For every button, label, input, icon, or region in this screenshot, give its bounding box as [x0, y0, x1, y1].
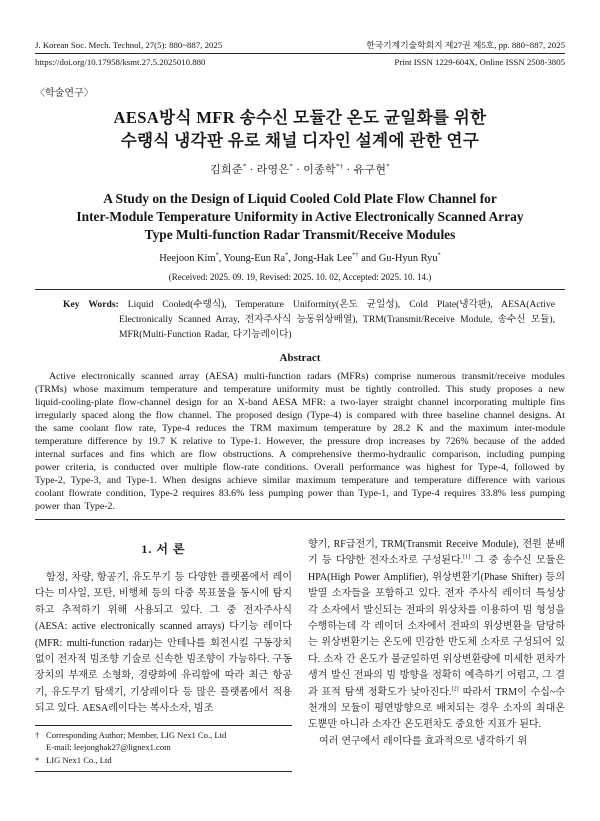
header-rule [35, 53, 565, 54]
title-english-line2: Inter-Module Temperature Uniformity in Active Electronically Scanned Array [76, 209, 524, 224]
keywords-text: Liquid Cooled(수랭식), Temperature Uniformity(온도 균일성), Cold Plate(냉각판), AESA(Active Electronically Scanned Array, 전자주사식 능동위상배열), TRM(Transmit/Receive Module, 송수신 모듈), MFR(Multi-Function Radar, 다기능레이다) [119, 299, 555, 340]
intro-paragraph-right-2: 여러 연구에서 레이다를 효과적으로 냉각하기 위 [319, 735, 528, 747]
authors-english: Heejoon Kim*, Young-Eun Ra*, Jong-Hak Lee*† and Gu-Hyun Ryu* [159, 251, 441, 264]
footnote-marker-asterisk: * [35, 755, 40, 766]
title-korean [35, 106, 565, 152]
doi-text: https://doi.org/10.17958/ksmt.27.5.2025010.880 [35, 57, 206, 67]
title-english-line3: Type Multi-function Radar Transmit/Receive Modules [144, 227, 456, 242]
keywords-block [63, 297, 555, 342]
journal-citation-en: J. Korean Soc. Mech. Technol, 27(5): 880~887, 2025 [35, 40, 223, 50]
title-english [35, 190, 565, 244]
body-columns [35, 537, 565, 772]
footnote-affiliation: LIG Nex1 Co., Ltd [46, 755, 112, 766]
intro-paragraph-right: 향기, RF급전기, TRM(Transmit Receive Module), 전원 분배기 등 다양한 전자소자로 구성된다.[1] 그 중 송수신 모듈은 HPA(High Power Amplifier), 위상변환기(Phase Shifter) 등의 발열 소자들을 포함하고 있다. 전자 주사식 레이더 특성상 각 소자에서 발신되는 전파의 위상차를 이용하여 빔 형성을 수행하는데 각 레이더 소자에서 전파의 위상변환을 담당하는 위상변환기는 온도에 민감한 반도체 소자로 구성되어 있다. 소자 간 온도가 불균일하면 위상변환량에 미세한 편차가 생겨 발신 전파의 빔 방향을 정확히 예측하기 어렵고, 그 결과 표적 탐색 정확도가 낮아진다.[2] 따라서 TRM이 수십~수천개의 모듈이 평면방향으로 배치되는 경우 소자의 최대온도뿐만 아니라 소자간 온도편차도 중요한 지표가 된다. [308, 539, 565, 731]
footnote-line [35, 741, 292, 754]
authors-korean: 김희준* · 라영은* · 이종학*† · 유구현* [210, 163, 390, 176]
footnote-corresponding-author: Corresponding Author; Member, LIG Nex1 Co., Ltd [46, 729, 227, 740]
keywords-top-rule [35, 289, 565, 290]
intro-paragraph-left: 함정, 차량, 항공기, 유도무기 등 다양한 플랫폼에서 레이다는 미사일, 포탄, 비행체 등의 다중 목표물을 동시에 탐지하고 추적하기 위해 사용되고 있다. 그 중 전자주사식(AESA: active electronically scanned arrays) 다기능 레이다(MFR: multi-function radar)는 안테나를 회전시킬 구동장치 없이 전자적 빔조향 기술로 신속한 빔조향이 가능하다. 구동장치의 부재로 소형화, 경량화에 유리함에 따라 최근 항공기, 유도무기 탐색기, 기상레이다 등 많은 플랫폼에서 적용되고 있다. AESA레이다는 복사소자, 빔조 [35, 572, 292, 715]
left-column [35, 537, 292, 772]
abstract-bottom-rule [35, 519, 565, 520]
abstract-text: Active electronically scanned array (AESA) multi-function radars (MFRs) comprise numerous transmit/receive modules (TRMs) whose maximum temperature and temperature uniformity must be tightly controlled. This study proposes a new liquid-cooling-plate flow-channel design for an X-band AESA MFR: a two-layer straight channel incorporating multiple fins irregularly spaced along the flow channel. The proposed design (Type-4) is compared with three baseline channel designs. At the same coolant flow rate, Type-4 reduces the TRM maximum temperature by 28.2 K and the maximum inter-module temperature difference by 19.7 K relative to Type-1. However, the pressure drop increases by 726% because of the added internal surfaces and fins which are flow obstructions. A comprehensive thermo-hydraulic comparison, including pumping power criteria, is conducted over multiple flow-rate conditions. Overall performance was highest for Type-4, followed by Type-2, Type-3, and Type-1. When designs achieve similar maximum temperature and temperature difference with various coolant flowrate condition, Type-2 requires 83.6% less pumping power than Type-1, and Type-4 requires 33.8% less pumping power than Type-2. [35, 371, 565, 512]
keywords-label: Key Words: [63, 299, 128, 310]
footnote-email: E-mail: leejonghak27@lignex1.com [46, 742, 171, 753]
article-type-tag: 〈학술연구〉 [35, 88, 94, 99]
footnote-marker-empty [35, 741, 46, 754]
journal-citation-ko: 한국기계기술학회지 제27권 제5호, pp. 880~887, 2025 [366, 40, 565, 50]
footnote-line [35, 754, 292, 767]
section-1-heading: 1. 서 론 [141, 542, 186, 556]
footnote-block [35, 725, 292, 772]
abstract-heading: Abstract [279, 352, 321, 364]
journal-header-bottom [35, 57, 565, 68]
title-korean-line2: 수랭식 냉각판 유로 채널 디자인 설계에 관한 연구 [120, 131, 480, 150]
title-korean-line1: AESA방식 MFR 송수신 모듈간 온도 균일화를 위한 [113, 108, 487, 127]
title-english-line1: A Study on the Design of Liquid Cooled Cold Plate Flow Channel for [103, 191, 497, 206]
issn-text: Print ISSN 1229-604X, Online ISSN 2508-3805 [394, 57, 565, 67]
journal-header-top [35, 40, 565, 51]
received-dates: (Received: 2025. 09. 19, Revised: 2025. 10. 02, Accepted: 2025. 10. 14.) [168, 272, 432, 282]
right-column [308, 537, 565, 772]
footnote-marker-dagger: † [35, 729, 40, 740]
footnote-line [35, 729, 292, 742]
